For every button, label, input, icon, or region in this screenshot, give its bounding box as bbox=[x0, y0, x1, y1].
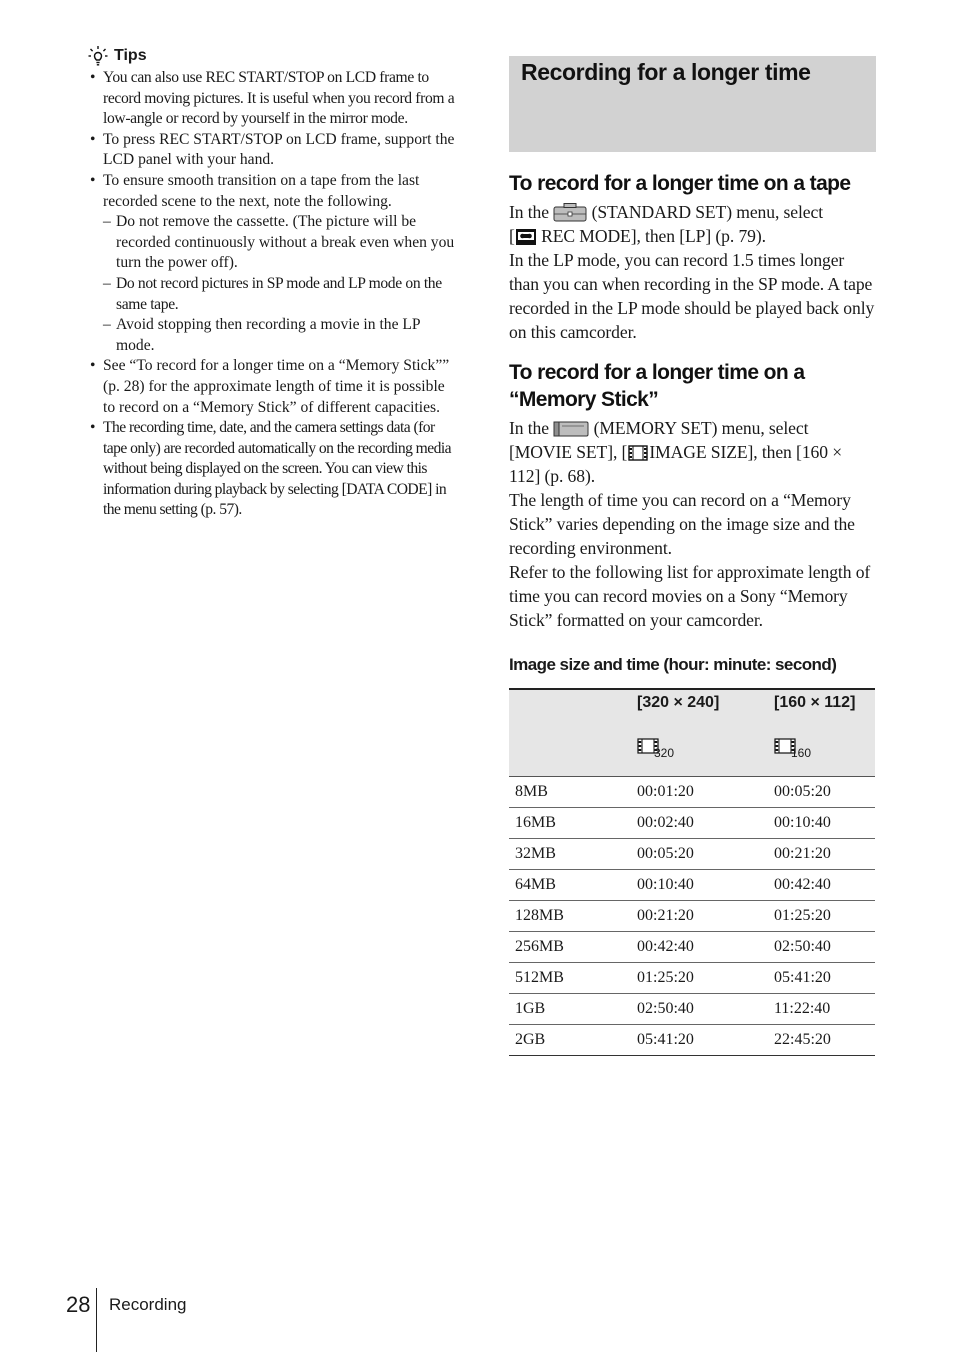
tip-item: • To ensure smooth transition on a tape from the last recorded scene to the next, note the following. – Do not remove the cassette. (The picture will be recorded continuously without a break even when you turn the power off). – Do not record pictures in SP mode and LP mode on the same tape. – Avoid stopping then recording a movie in the LP mode. bbox=[88, 171, 460, 356]
tip-item: • You can also use REC START/STOP on LCD frame to record moving pictures. It is useful when you record from a low-angle or record by yourself in the mirror mode. bbox=[88, 68, 460, 130]
memory-stick-section bbox=[509, 359, 877, 632]
header-col-320: [320 × 240] 320 bbox=[631, 689, 768, 777]
page-number: 28 bbox=[66, 1292, 91, 1317]
time-320-cell: 01:25:20 bbox=[631, 963, 768, 994]
table-row bbox=[509, 777, 875, 808]
tip-item: • See “To record for a longer time on a “Memory Stick”” (p. 28) for the approximate length of time it is possible to record on a “Memory Stick” of different capacities. bbox=[88, 356, 460, 418]
tip-sub-list bbox=[103, 212, 460, 356]
capacity-cell: 256MB bbox=[509, 932, 631, 963]
time-160-cell: 11:22:40 bbox=[768, 994, 875, 1025]
table-row bbox=[509, 994, 875, 1025]
tip-sub-item: – Do not remove the cassette. (The picture will be recorded continuously without a break even when you turn the power off). bbox=[103, 212, 460, 274]
footer-divider bbox=[96, 1288, 97, 1352]
tip-item: • To press REC START/STOP on LCD frame, support the LCD panel with your hand. bbox=[88, 130, 460, 171]
memory-set-menu-icon bbox=[553, 420, 589, 438]
table-row bbox=[509, 808, 875, 839]
table-title: Image size and time (hour: minute: second) bbox=[509, 655, 837, 674]
lightbulb-icon bbox=[88, 45, 108, 67]
capacity-cell: 1GB bbox=[509, 994, 631, 1025]
table-header-row bbox=[509, 689, 875, 777]
time-160-cell: 22:45:20 bbox=[768, 1025, 875, 1056]
time-320-cell: 02:50:40 bbox=[631, 994, 768, 1025]
time-160-cell: 00:21:20 bbox=[768, 839, 875, 870]
tips-section bbox=[88, 44, 460, 521]
time-320-cell: 00:42:40 bbox=[631, 932, 768, 963]
recording-time-table-wrapper bbox=[509, 688, 875, 1056]
capacity-cell: 512MB bbox=[509, 963, 631, 994]
table-row bbox=[509, 932, 875, 963]
image-size-160-icon: 160 bbox=[774, 736, 875, 762]
time-320-cell: 05:41:20 bbox=[631, 1025, 768, 1056]
memory-stick-body-1: The length of time you can record on a “Memory Stick” varies depending on the image size and the recording environment. bbox=[509, 490, 855, 558]
tips-header bbox=[88, 44, 460, 68]
time-160-cell: 01:25:20 bbox=[768, 901, 875, 932]
table-row bbox=[509, 963, 875, 994]
tip-sub-item: – Avoid stopping then recording a movie in the LP mode. bbox=[103, 315, 460, 356]
memory-stick-instructions: In the (MEMORY SET) menu, select [MOVIE SET], [ IMAGE SIZE], then [160 × 112] (p. 68). bbox=[509, 418, 843, 486]
time-160-cell: 05:41:20 bbox=[768, 963, 875, 994]
header-empty-cell bbox=[509, 689, 631, 777]
memory-stick-heading: To record for a longer time on a “Memory Stick” bbox=[509, 361, 805, 411]
time-160-cell: 00:10:40 bbox=[768, 808, 875, 839]
tape-body: In the LP mode, you can record 1.5 times longer than you can when recording in the SP mode. A tape recorded in the LP mode should be played back only on this camcorder. bbox=[509, 250, 875, 342]
standard-set-menu-icon bbox=[553, 202, 587, 222]
time-320-cell: 00:01:20 bbox=[631, 777, 768, 808]
tip-item: • The recording time, date, and the camera settings data (for tape only) are recorded automatically on the recording media without being displayed on the screen. You can view this information during playback by selecting [DATA CODE] in the menu setting (p. 57). bbox=[88, 418, 460, 521]
capacity-cell: 16MB bbox=[509, 808, 631, 839]
table-row bbox=[509, 901, 875, 932]
time-160-cell: 00:42:40 bbox=[768, 870, 875, 901]
page-title: Recording for a longer time bbox=[521, 59, 811, 85]
image-size-320-icon: 320 bbox=[637, 736, 768, 762]
tape-instructions: In the (STANDARD SET) menu, select [ REC MODE], then [LP] (p. 79). bbox=[509, 202, 823, 246]
tips-label: Tips bbox=[114, 47, 147, 64]
cassette-tape-icon bbox=[515, 228, 537, 246]
table-row bbox=[509, 1025, 875, 1056]
memory-stick-body-2: Refer to the following list for approximate length of time you can record movies on a Sony “Memory Stick” formatted on your camcorder. bbox=[509, 562, 871, 630]
time-160-cell: 00:05:20 bbox=[768, 777, 875, 808]
time-160-cell: 02:50:40 bbox=[768, 932, 875, 963]
tips-list bbox=[88, 68, 460, 521]
recording-time-table bbox=[509, 688, 875, 1056]
capacity-cell: 8MB bbox=[509, 777, 631, 808]
time-320-cell: 00:05:20 bbox=[631, 839, 768, 870]
capacity-cell: 128MB bbox=[509, 901, 631, 932]
header-col-160: [160 × 112] 160 bbox=[768, 689, 875, 777]
capacity-cell: 64MB bbox=[509, 870, 631, 901]
capacity-cell: 2GB bbox=[509, 1025, 631, 1056]
tip-sub-item: – Do not record pictures in SP mode and LP mode on the same tape. bbox=[103, 274, 460, 315]
tape-heading: To record for a longer time on a tape bbox=[509, 172, 851, 195]
time-320-cell: 00:10:40 bbox=[631, 870, 768, 901]
capacity-cell: 32MB bbox=[509, 839, 631, 870]
movie-film-icon bbox=[627, 444, 649, 462]
footer-section-label: Recording bbox=[109, 1295, 187, 1314]
table-row bbox=[509, 839, 875, 870]
tape-section bbox=[509, 170, 877, 344]
time-320-cell: 00:21:20 bbox=[631, 901, 768, 932]
section-banner bbox=[509, 56, 876, 152]
time-320-cell: 00:02:40 bbox=[631, 808, 768, 839]
table-row bbox=[509, 870, 875, 901]
